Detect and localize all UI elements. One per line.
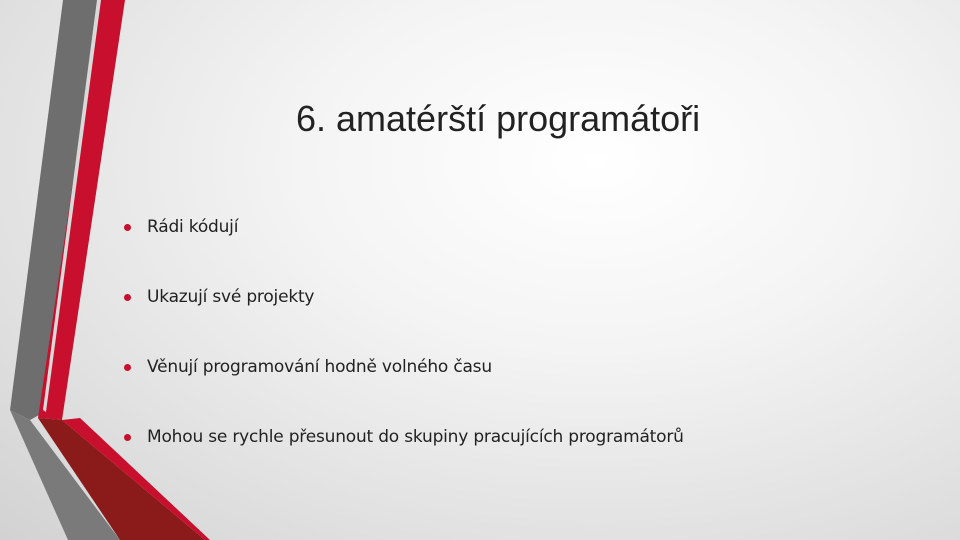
list-item — [124, 285, 924, 315]
list-item — [124, 425, 924, 455]
slide-title: 6. amatérští programátoři — [296, 98, 701, 139]
bullet-text: Věnují programování hodně volného času — [147, 357, 492, 377]
list-item — [124, 215, 924, 245]
bullet-text: Rádi kódují — [147, 217, 239, 237]
bullet-dot-icon — [124, 364, 131, 371]
bullet-dot-icon — [124, 294, 131, 301]
list-item — [124, 355, 924, 385]
bullet-dot-icon — [124, 434, 131, 441]
bullet-dot-icon — [124, 224, 131, 231]
bullet-text: Ukazují své projekty — [147, 287, 315, 307]
bullet-text: Mohou se rychle přesunout do skupiny pracujících programátorů — [147, 427, 684, 447]
